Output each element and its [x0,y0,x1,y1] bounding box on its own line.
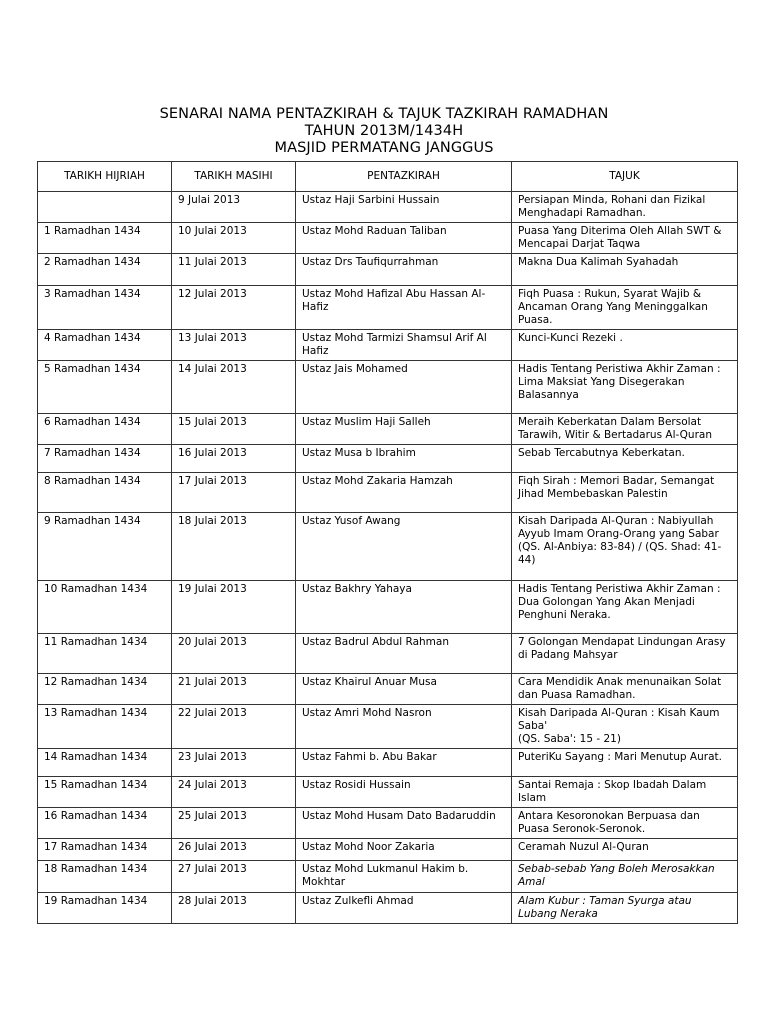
table-row [38,513,738,581]
cell-hijriah: 4 Ramadhan 1434 [38,330,172,361]
cell-masihi: 12 Julai 2013 [172,286,296,330]
cell-tajuk [512,861,738,893]
table-row [38,254,738,286]
column-header-pentazkirah: PENTAZKIRAH [296,162,512,192]
cell-masihi: 26 Julai 2013 [172,839,296,861]
cell-masihi: 21 Julai 2013 [172,674,296,705]
column-header-tajuk: TAJUK [512,162,738,192]
cell-masihi: 13 Julai 2013 [172,330,296,361]
cell-pentazkirah: Ustaz Drs Taufiqurrahman [296,254,512,286]
cell-pentazkirah: Ustaz Mohd Tarmizi Shamsul Arif Al Hafiz [296,330,512,361]
cell-masihi: 24 Julai 2013 [172,777,296,808]
tajuk-text-secondary: Lima Maksiat Yang Disegerakan Balasannya [518,376,685,401]
table-row [38,286,738,330]
tajuk-text: Fiqh Puasa : Rukun, Syarat Wajib & Ancaman Orang Yang Meninggalkan Puasa. [518,288,708,326]
cell-hijriah: 9 Ramadhan 1434 [38,513,172,581]
tajuk-text-secondary: (QS. Al-Anbiya: 83-84) / (QS. Shad: 41-44) [518,541,722,566]
cell-hijriah: 10 Ramadhan 1434 [38,581,172,634]
table-row [38,223,738,254]
cell-tajuk [512,808,738,839]
cell-tajuk [512,414,738,445]
tajuk-text: PuteriKu Sayang : Mari Menutup Aurat. [518,751,722,763]
title-line-1: SENARAI NAMA PENTAZKIRAH & TAJUK TAZKIRAH RAMADHAN [159,106,609,122]
tajuk-text: Makna Dua Kalimah Syahadah [518,256,679,268]
cell-tajuk [512,223,738,254]
tajuk-text: Kisah Daripada Al-Quran : Kisah Kaum Saba' [518,707,720,732]
cell-hijriah: 18 Ramadhan 1434 [38,861,172,893]
cell-tajuk [512,445,738,473]
cell-masihi: 20 Julai 2013 [172,634,296,674]
cell-tajuk [512,634,738,674]
cell-masihi: 23 Julai 2013 [172,749,296,777]
title-line-2: TAHUN 2013M/1434H [304,123,464,139]
tajuk-text-secondary: (QS. Saba': 15 - 21) [518,733,621,745]
cell-hijriah: 1 Ramadhan 1434 [38,223,172,254]
cell-masihi: 25 Julai 2013 [172,808,296,839]
cell-hijriah: 13 Ramadhan 1434 [38,705,172,749]
cell-masihi: 18 Julai 2013 [172,513,296,581]
table-row [38,893,738,924]
cell-hijriah: 5 Ramadhan 1434 [38,361,172,414]
cell-tajuk [512,192,738,223]
cell-tajuk [512,839,738,861]
table-row [38,445,738,473]
tajuk-text: Antara Kesoronokan Berpuasa dan Puasa Seronok-Seronok. [518,810,700,835]
document-header [0,106,768,157]
cell-hijriah: 19 Ramadhan 1434 [38,893,172,924]
cell-hijriah: 7 Ramadhan 1434 [38,445,172,473]
tajuk-text: Kunci-Kunci Rezeki . [518,332,623,344]
cell-hijriah: 14 Ramadhan 1434 [38,749,172,777]
tajuk-text: Meraih Keberkatan Dalam Bersolat Tarawih, Witir & Bertadarus Al-Quran [518,416,712,441]
column-header-hijriah: TARIKH HIJRIAH [38,162,172,192]
cell-tajuk [512,330,738,361]
table-row [38,330,738,361]
tajuk-text-secondary: Dua Golongan Yang Akan Menjadi Penghuni Neraka. [518,596,695,621]
cell-tajuk [512,893,738,924]
cell-pentazkirah: Ustaz Muslim Haji Salleh [296,414,512,445]
cell-hijriah: 8 Ramadhan 1434 [38,473,172,513]
header-row [38,162,738,192]
tajuk-text-secondary: di Padang Mahsyar [518,649,618,661]
cell-pentazkirah: Ustaz Haji Sarbini Hussain [296,192,512,223]
cell-pentazkirah: Ustaz Jais Mohamed [296,361,512,414]
cell-pentazkirah: Ustaz Mohd Lukmanul Hakim b. Mokhtar [296,861,512,893]
tajuk-text: Fiqh Sirah : Memori Badar, Semangat Jihad Membebaskan Palestin [518,475,715,500]
cell-tajuk [512,581,738,634]
cell-tajuk [512,674,738,705]
tajuk-text: Hadis Tentang Peristiwa Akhir Zaman : [518,583,721,595]
tajuk-text: Sebab-sebab Yang Boleh Merosakkan Amal [518,863,715,888]
table-row [38,749,738,777]
cell-masihi: 10 Julai 2013 [172,223,296,254]
table-row [38,473,738,513]
schedule-table [37,161,738,924]
table-row [38,777,738,808]
schedule-body [38,192,738,924]
cell-masihi: 11 Julai 2013 [172,254,296,286]
tajuk-text: Santai Remaja : Skop Ibadah Dalam Islam [518,779,707,804]
cell-hijriah: 3 Ramadhan 1434 [38,286,172,330]
cell-hijriah [38,192,172,223]
cell-masihi: 28 Julai 2013 [172,893,296,924]
cell-tajuk [512,254,738,286]
cell-pentazkirah: Ustaz Mohd Hafizal Abu Hassan Al-Hafiz [296,286,512,330]
cell-tajuk [512,473,738,513]
table-row [38,634,738,674]
cell-pentazkirah: Ustaz Bakhry Yahaya [296,581,512,634]
cell-pentazkirah: Ustaz Khairul Anuar Musa [296,674,512,705]
table-row [38,674,738,705]
tajuk-text: Persiapan Minda, Rohani dan Fizikal Menghadapi Ramadhan. [518,194,706,219]
tajuk-text: Sebab Tercabutnya Keberkatan. [518,447,685,459]
cell-pentazkirah: Ustaz Mohd Husam Dato Badaruddin [296,808,512,839]
cell-pentazkirah: Ustaz Mohd Zakaria Hamzah [296,473,512,513]
cell-hijriah: 16 Ramadhan 1434 [38,808,172,839]
cell-pentazkirah: Ustaz Yusof Awang [296,513,512,581]
table-row [38,808,738,839]
cell-hijriah: 6 Ramadhan 1434 [38,414,172,445]
cell-masihi: 22 Julai 2013 [172,705,296,749]
cell-pentazkirah: Ustaz Badrul Abdul Rahman [296,634,512,674]
cell-tajuk [512,749,738,777]
table-row [38,705,738,749]
tajuk-text: Ceramah Nuzul Al-Quran [518,841,649,853]
cell-pentazkirah: Ustaz Mohd Raduan Taliban [296,223,512,254]
cell-masihi: 27 Julai 2013 [172,861,296,893]
cell-pentazkirah: Ustaz Mohd Noor Zakaria [296,839,512,861]
title-line-3: MASJID PERMATANG JANGGUS [274,140,494,156]
table-row [38,861,738,893]
cell-hijriah: 15 Ramadhan 1434 [38,777,172,808]
table-row [38,581,738,634]
table-row [38,361,738,414]
tajuk-text: 7 Golongan Mendapat Lindungan Arasy [518,636,726,648]
tajuk-text: Puasa Yang Diterima Oleh Allah SWT & Mencapai Darjat Taqwa [518,225,722,250]
table-row [38,414,738,445]
table-row [38,192,738,223]
cell-masihi: 9 Julai 2013 [172,192,296,223]
cell-pentazkirah: Ustaz Rosidi Hussain [296,777,512,808]
cell-pentazkirah: Ustaz Amri Mohd Nasron [296,705,512,749]
tajuk-text: Cara Mendidik Anak menunaikan Solat dan Puasa Ramadhan. [518,676,722,701]
cell-pentazkirah: Ustaz Musa b Ibrahim [296,445,512,473]
cell-tajuk [512,286,738,330]
cell-masihi: 17 Julai 2013 [172,473,296,513]
cell-hijriah: 11 Ramadhan 1434 [38,634,172,674]
cell-tajuk [512,513,738,581]
cell-masihi: 15 Julai 2013 [172,414,296,445]
tajuk-text: Alam Kubur : Taman Syurga atau Lubang Neraka [518,895,692,920]
cell-hijriah: 2 Ramadhan 1434 [38,254,172,286]
cell-masihi: 16 Julai 2013 [172,445,296,473]
cell-tajuk [512,361,738,414]
tajuk-text: Kisah Daripada Al-Quran : Nabiyullah Ayyub Imam Orang-Orang yang Sabar [518,515,719,540]
table-row [38,839,738,861]
column-header-masihi: TARIKH MASIHI [172,162,296,192]
cell-hijriah: 17 Ramadhan 1434 [38,839,172,861]
tajuk-text: Hadis Tentang Peristiwa Akhir Zaman : [518,363,721,375]
cell-masihi: 14 Julai 2013 [172,361,296,414]
cell-pentazkirah: Ustaz Fahmi b. Abu Bakar [296,749,512,777]
cell-tajuk [512,777,738,808]
cell-tajuk [512,705,738,749]
cell-pentazkirah: Ustaz Zulkefli Ahmad [296,893,512,924]
cell-hijriah: 12 Ramadhan 1434 [38,674,172,705]
cell-masihi: 19 Julai 2013 [172,581,296,634]
